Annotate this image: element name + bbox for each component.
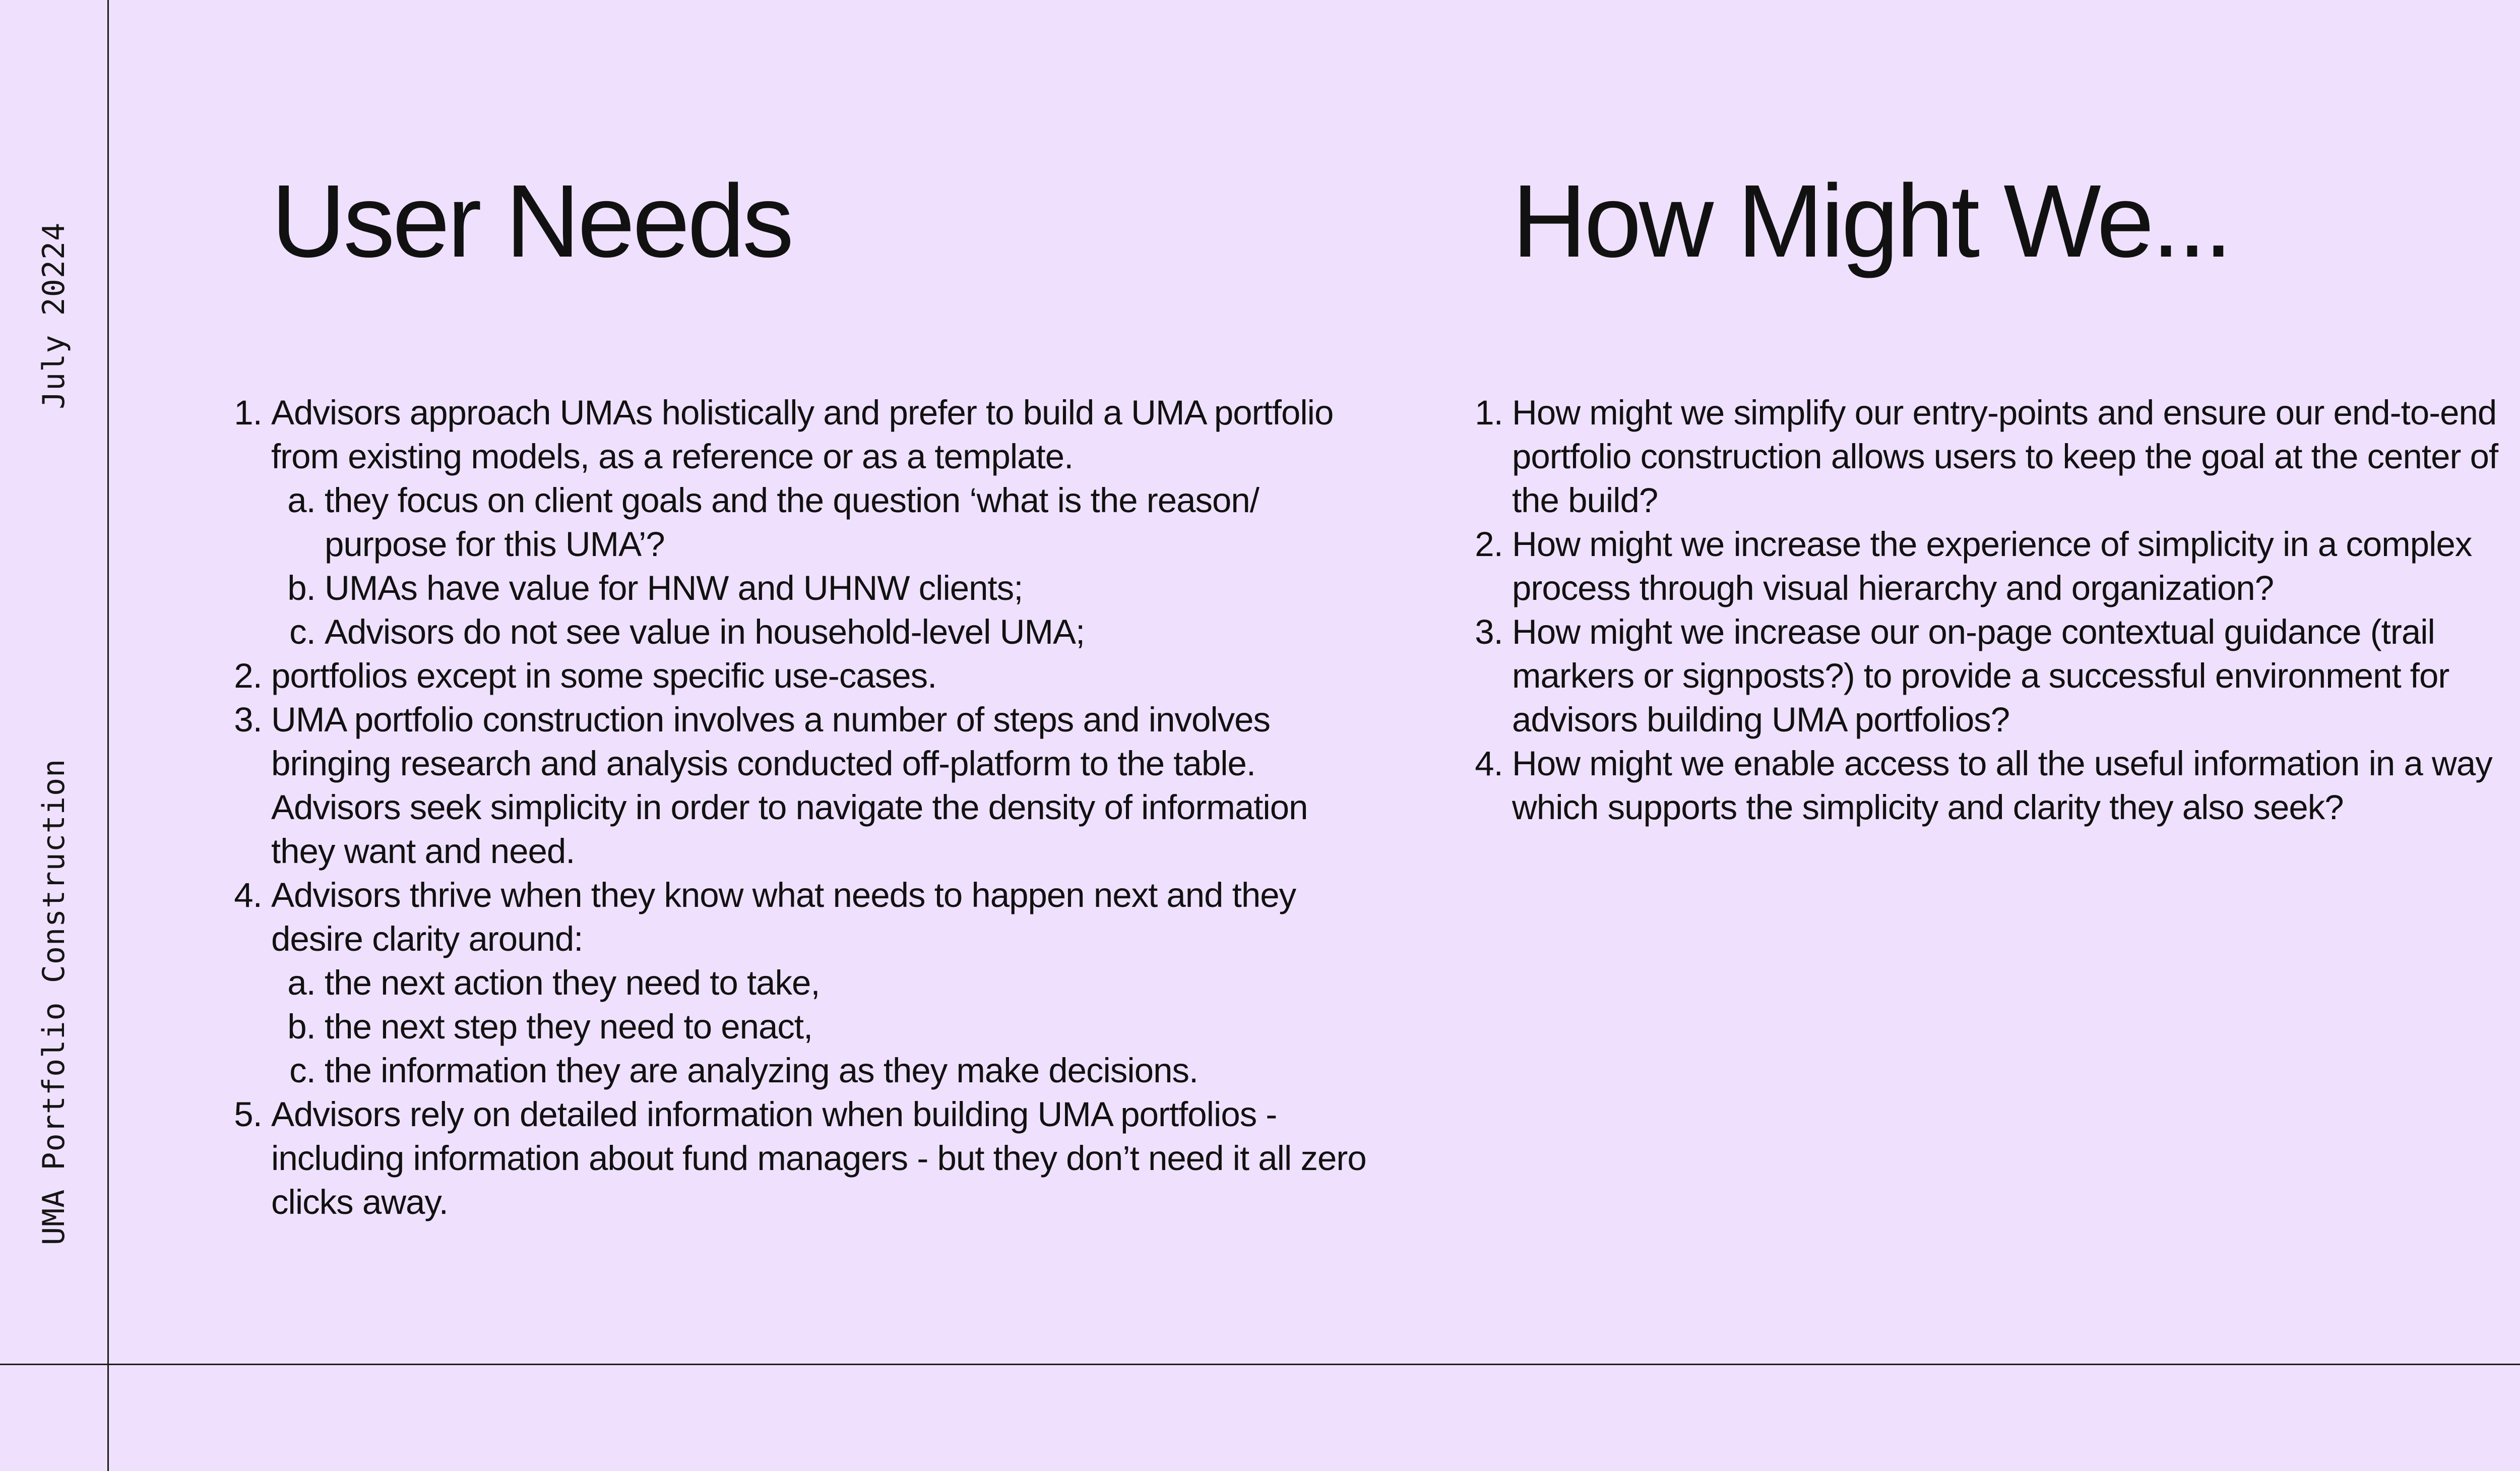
user-need-sublist [271, 478, 1375, 654]
how-might-we-list [1512, 391, 2520, 829]
how-might-we-title: How Might We... [1512, 163, 2230, 279]
user-need-text: Advisors thrive when they know what needs to happen next and they desire clarity around: [271, 876, 1296, 958]
user-need-sublist [271, 961, 1375, 1092]
user-need-subitem: a. the next action they need to take, [325, 961, 1375, 1005]
sidebar-project-title: UMA Portfolio Construction [36, 758, 72, 1245]
how-might-we-item: 3. How might we increase our on-page contextual guidance (trail markers or signposts?) to provide a successful environment for advisors building UMA portfolios? [1512, 610, 2520, 742]
user-need-text: portfolios except in some specific use-cases. [271, 656, 937, 695]
how-might-we-item: 4. How might we enable access to all the useful information in a way which supports the simplicity and clarity they also seek? [1512, 742, 2520, 829]
how-might-we-item: 1. How might we simplify our entry-points and ensure our end-to-end portfolio construction allows users to keep the goal at the center of the build? [1512, 391, 2520, 522]
how-might-we-item: 2. How might we increase the experience of simplicity in a complex process through visual hierarchy and organization? [1512, 522, 2520, 610]
user-need-subitem: c. the information they are analyzing as they make decisions. [325, 1049, 1375, 1092]
user-needs-list [271, 391, 1375, 1224]
sidebar-date: July 20224 [36, 222, 72, 409]
user-need-subitem: a. they focus on client goals and the question ‘what is the reason/ purpose for this UMA’? [325, 478, 1375, 566]
user-need-item [271, 654, 1375, 698]
user-need-text: Advisors approach UMAs holistically and prefer to build a UMA portfolio from existing models, as a reference or as a template. [271, 393, 1334, 476]
user-need-item [271, 873, 1375, 1092]
user-need-text: Advisors rely on detailed information when building UMA portfolios - including information about fund managers - but they don’t need it all zero clicks away. [271, 1095, 1366, 1221]
user-need-item [271, 1092, 1375, 1224]
user-need-subitem: b. the next step they need to enact, [325, 1005, 1375, 1049]
vertical-divider [107, 0, 109, 1471]
user-need-item [271, 698, 1375, 873]
user-need-text: UMA portfolio construction involves a number of steps and involves bringing research and analysis conducted off-platform to the table. Advisors seek simplicity in order to navigate the density of information they want and need. [271, 700, 1308, 871]
horizontal-divider [0, 1364, 2520, 1365]
user-need-subitem: b. UMAs have value for HNW and UHNW clients; [325, 566, 1375, 610]
user-needs-title: User Needs [271, 163, 792, 279]
user-need-subitem: c. Advisors do not see value in household-level UMA; [325, 610, 1375, 654]
user-need-item [271, 391, 1375, 654]
